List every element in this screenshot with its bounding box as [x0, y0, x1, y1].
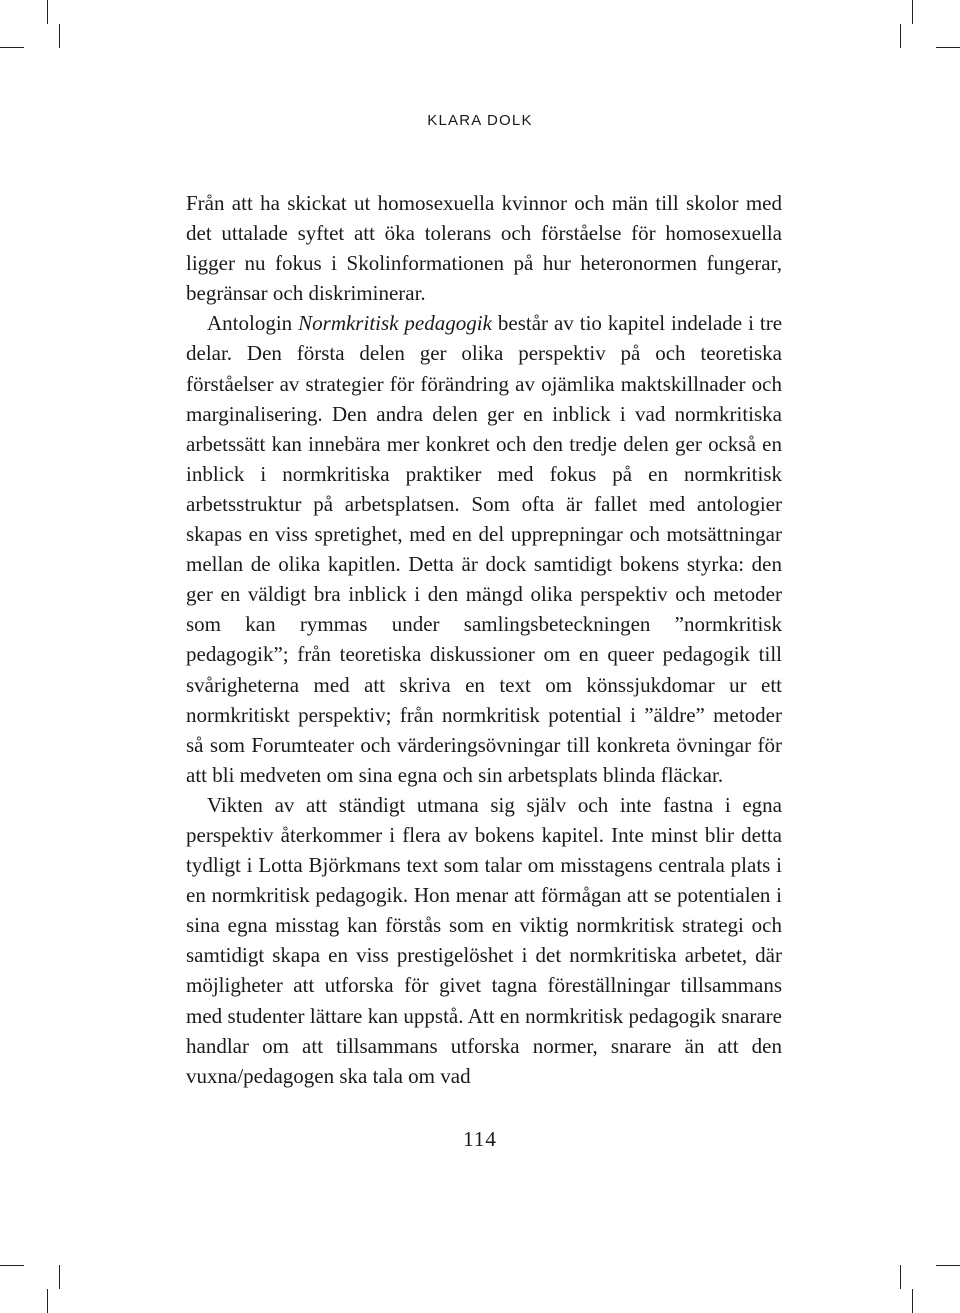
- paragraph-3: Vikten av att ständigt utmana sig själv och inte fastna i egna perspektiv återkommer i flera av bokens kapitel. Inte minst blir detta tydligt i Lotta Björkmans text som talar om misstagens centrala plats i en normkritisk pedagogik. Hon menar att förmågan att se potentialen i sina egna misstag kan förstås som en viktig normkritisk strategi och samtidigt skapa en viss prestigelöshet i det normkritiska arbetet, där möjligheter att utforska för givet tagna föreställningar tillsammans med studenter lättare kan uppstå. Att en normkritisk pedagogik snarare handlar om att tillsammans utforska normer, snarare än att den vuxna/pedagogen ska tala om vad: [186, 792, 782, 1088]
- crop-mark-bottom-left-v2: [59, 1265, 60, 1289]
- crop-mark-top-left-v: [47, 0, 48, 24]
- body-text: [186, 188, 782, 1091]
- paragraph-1: Från att ha skickat ut homosexuella kvinnor och män till skolor med det uttalade syftet att öka tolerans och förståelse för homosexuella ligger nu fokus i Skolinformationen på hur heteronormen fungerar, begränsar och diskriminerar.: [186, 191, 782, 306]
- crop-mark-bottom-right-v2: [900, 1265, 901, 1289]
- crop-mark-top-left-v2: [59, 24, 60, 48]
- crop-mark-top-left-h: [0, 47, 24, 48]
- paragraph-2: [186, 308, 782, 790]
- book-title: Normkritisk pedagogik: [298, 311, 492, 336]
- running-head: KLARA DOLK: [427, 112, 533, 129]
- crop-mark-bottom-left-h: [0, 1265, 24, 1266]
- paragraph-2-start: Antologin: [207, 311, 299, 336]
- crop-mark-top-right-h: [936, 47, 960, 48]
- crop-mark-bottom-right-h: [936, 1265, 960, 1266]
- paragraph-2-rest: består av tio kapitel indelade i tre delar. Den första delen ger olika perspektiv på och teoretiska förståelser av strategier för förändring av ojämlika maktskillnader och marginalisering. Den andra delen ger en inblick i vad normkritiska arbetssätt kan innebära mer konkret och den tredje delen ger också en inblick i normkritiska praktiker med fokus på en normkritisk arbetsstruktur på arbetsplatsen. Som ofta är fallet med antologier skapas en viss spretighet, med en del upprepningar och motsättningar mellan de olika kapitlen. Detta är dock samtidigt bokens styrka: den ger en väldigt bra inblick i den mängd olika perspektiv och metoder som kan rymmas under samlingsbeteckningen ”normkritisk pedagogik”; från teoretiska diskussioner om en queer pedagogik till svårigheterna med att skriva en text om könssjukdomar ur ett normkritiskt perspektiv; från normkritisk potential i ”äldre” metoder så som Forumteater och värderingsövningar till konkreta övningar för att bli medveten om sina egna och sin arbetsplats blinda fläckar.: [186, 311, 783, 787]
- crop-mark-bottom-left-v: [47, 1289, 48, 1313]
- crop-mark-top-right-v2: [900, 24, 901, 48]
- crop-mark-top-right-v: [912, 0, 913, 24]
- crop-mark-bottom-right-v: [912, 1289, 913, 1313]
- page-number: 114: [463, 1127, 497, 1151]
